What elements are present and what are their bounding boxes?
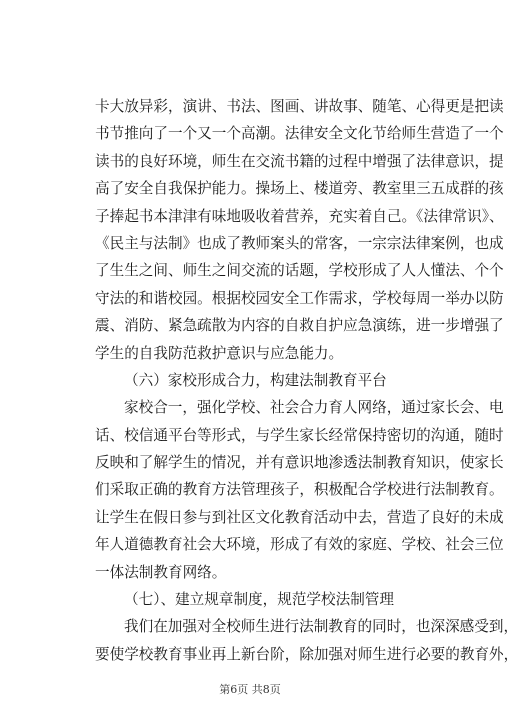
section-heading: （七）、建立规章制度，规范学校法制管理 [124, 591, 394, 609]
body-text [95, 93, 518, 668]
page-footer: 第6页 共8页 [219, 683, 281, 696]
text-line: 高了安全自我保护能力。操场上、楼道旁、教室里三五成群的孩 [95, 180, 504, 198]
text-line: 让学生在假日参与到社区文化教育活动中去，营造了良好的未成 [95, 508, 504, 526]
text-line: 读书的良好环境，师生在交流书籍的过程中增强了法律意识，提 [95, 152, 504, 170]
text-line: 要使学校教育事业再上新台阶，除加强对师生进行必要的教育外， [95, 645, 518, 663]
text-line: 《民主与法制》也成了教师案头的常客，一宗宗法律案例，也成 [95, 234, 504, 252]
text-line: 们采取正确的教育方法管理孩子，积极配合学校进行法制教育。 [95, 481, 504, 499]
section-heading: （六）家校形成合力，构建法制教育平台 [124, 371, 387, 389]
text-line: 卡大放异彩，演讲、书法、图画、讲故事、随笔、心得更是把读 [95, 98, 504, 115]
text-line: 震、消防、紧急疏散为内容的自救自护应急演练，进一步增强了 [95, 317, 504, 335]
text-line: 一体法制教育网络。 [95, 563, 227, 581]
text-line: 了生生之间、师生之间交流的话题，学校形成了人人懂法、个个 [95, 262, 504, 280]
text-line: 书节推向了一个又一个高潮。法律安全文化节给师生营造了一个 [95, 125, 504, 143]
text-line: 年人道德教育社会大环境，形成了有效的家庭、学校、社会三位 [95, 536, 504, 554]
text-line: 话、校信通平台等形式，与学生家长经常保持密切的沟通，随时 [95, 426, 504, 444]
text-line: 学生的自我防范救护意识与应急能力。 [95, 344, 344, 362]
text-line: 家校合一，强化学校、社会合力育人网络，通过家长会、电 [124, 399, 504, 417]
text-line: 反映和了解学生的情况，并有意识地渗透法制教育知识，使家长 [95, 454, 504, 472]
text-line: 守法的和谐校园。根据校园安全工作需求，学校每周一举办以防 [95, 289, 504, 307]
text-line: 我们在加强对全校师生进行法制教育的同时，也深深感受到， [124, 618, 518, 636]
text-line: 子捧起书本津津有味地吸收着营养，充实着自己。《法律常识》、 [95, 207, 504, 225]
